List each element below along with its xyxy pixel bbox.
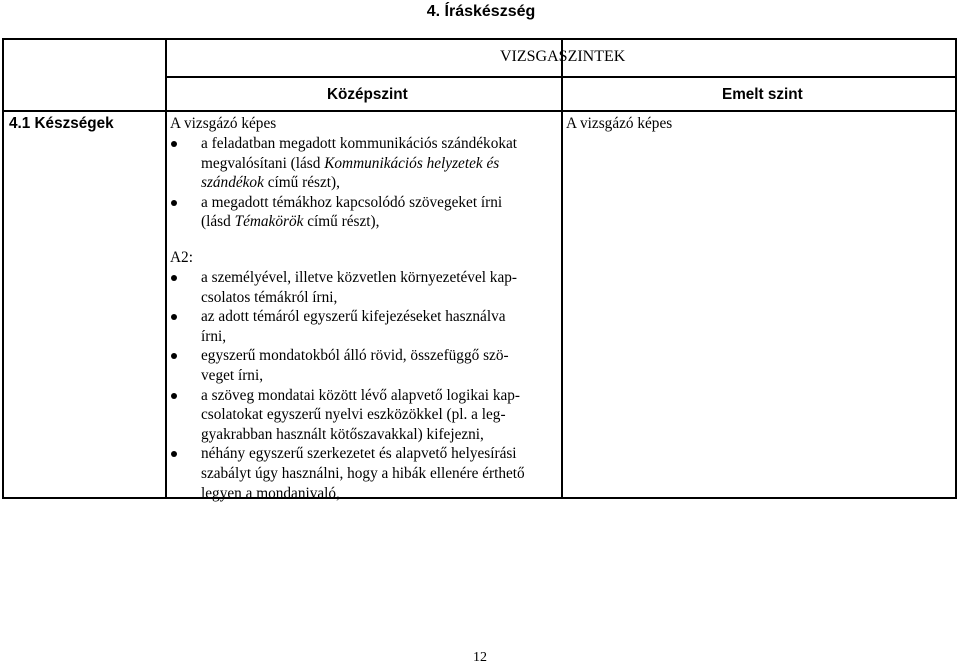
list-item-line [201, 173, 517, 193]
a2-label: A2: [170, 249, 193, 266]
list-item-line: néhány egyszerű szerkezetet és alapvető helyesírási [201, 445, 517, 463]
intermediate-intro: A vizsgázó képes [170, 115, 277, 132]
reference-title-italic: Kommunikációs helyzetek és [324, 154, 500, 172]
bullet-icon [171, 353, 177, 359]
list-item [168, 193, 517, 232]
a2-bullet-list [168, 268, 525, 503]
list-item-text: megvalósítani (lásd [201, 154, 325, 172]
exam-levels-title: VIZSGASZINTEK [500, 48, 626, 65]
intermediate-level-header: Középszint [327, 86, 408, 103]
list-item [168, 268, 525, 307]
page-header-title [0, 3, 960, 21]
list-item-text: (lásd [201, 213, 235, 231]
reference-title-italic: szándékok [201, 174, 264, 192]
bullet-icon [171, 314, 177, 320]
intermediate-bullet-list [168, 134, 517, 232]
list-item-line: a megadott témákhoz kapcsolódó szövegeket írni [201, 193, 503, 211]
reference-title-italic: Témakörök [234, 213, 304, 231]
header-divider-1 [165, 76, 957, 78]
list-item-line: írni, [201, 327, 227, 345]
list-item-line: gyakrabban használt kötőszavakkal) kifejezni, [201, 425, 484, 443]
page-title: 4. Íráskészség [426, 3, 536, 20]
list-item [168, 444, 525, 503]
list-item-line: egyszerű mondatokból álló rövid, összefüggő szö- [201, 347, 509, 365]
list-item-line: veget írni, [201, 366, 264, 384]
column-divider-1 [165, 39, 167, 499]
list-item-line: legyen a mondanivaló, [201, 484, 340, 502]
list-item-text: című részt), [303, 213, 380, 231]
bullet-icon [171, 200, 177, 206]
list-item-line [201, 212, 517, 232]
list-item [168, 307, 525, 346]
bullet-icon [171, 141, 177, 147]
page-number-text: 12 [473, 650, 487, 665]
list-item-line: a szöveg mondatai között lévő alapvető logikai kap- [201, 386, 521, 404]
column-divider-2 [561, 39, 563, 499]
list-item [168, 386, 525, 445]
list-item-line: a feladatban megadott kommunikációs szándékokat [201, 135, 518, 152]
bullet-icon [171, 451, 177, 457]
list-item [168, 134, 517, 193]
list-item-text: című részt), [263, 174, 340, 192]
list-item [168, 346, 525, 385]
header-divider-2 [2, 110, 957, 112]
advanced-intro: A vizsgázó képes [566, 115, 673, 132]
row-label-skills: 4.1 Készségek [9, 115, 114, 132]
advanced-level-header: Emelt szint [722, 86, 803, 103]
list-item-line: szabályt úgy használni, hogy a hibák ellenére érthető [201, 464, 525, 482]
list-item-line [201, 154, 517, 174]
list-item-line: csolatokat egyszerű nyelvi eszközökkel (pl. a leg- [201, 406, 506, 424]
list-item-line: csolatos témákról írni, [201, 288, 338, 306]
list-item-line: a személyével, illetve közvetlen környezetével kap- [201, 269, 517, 286]
bullet-icon [171, 393, 177, 399]
bullet-icon [171, 275, 177, 281]
list-item-line: az adott témáról egyszerű kifejezéseket használva [201, 308, 506, 326]
